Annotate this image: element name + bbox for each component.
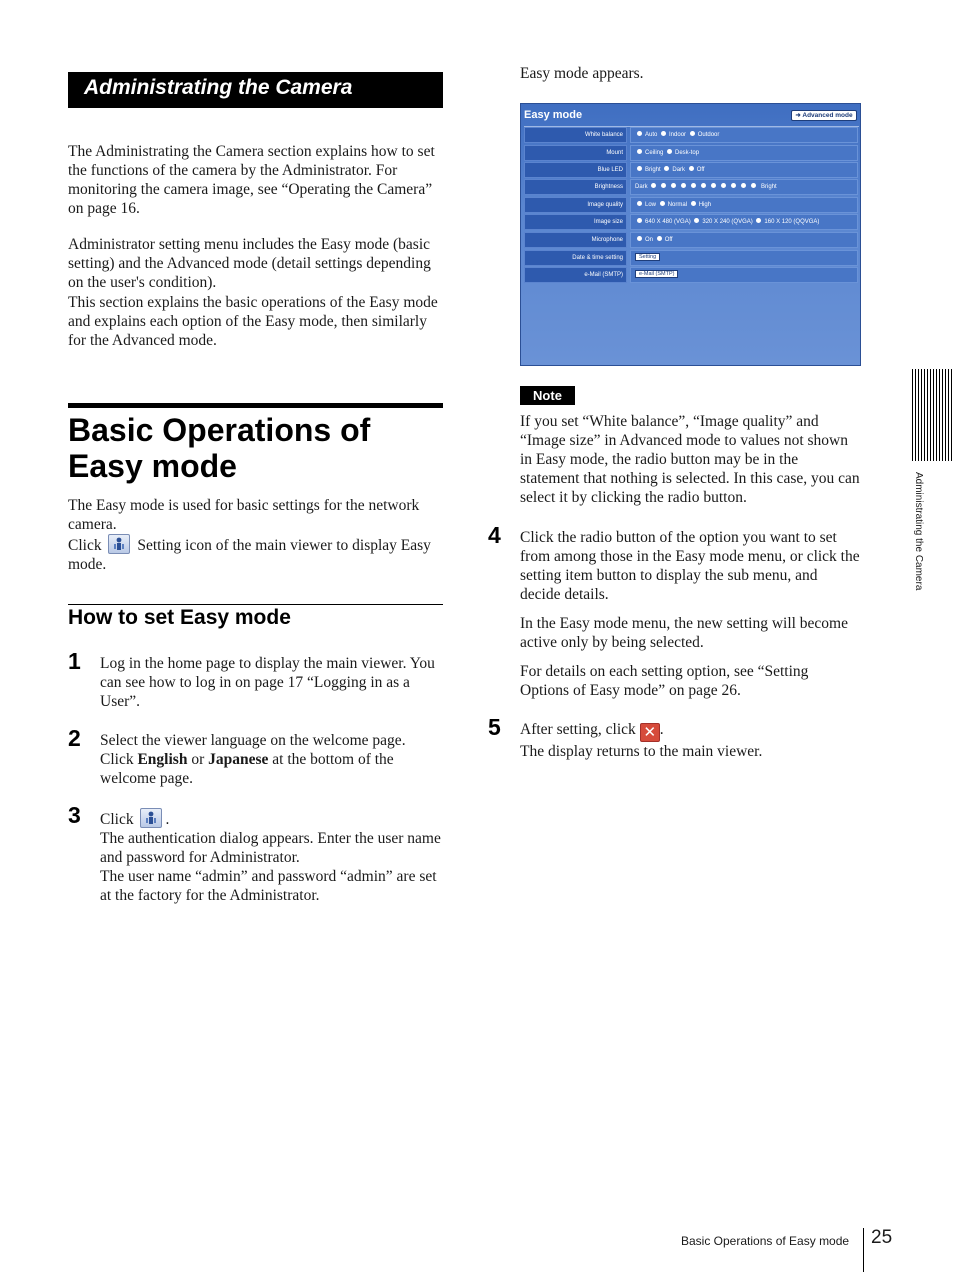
radio-button[interactable] <box>690 131 695 136</box>
row-image-quality <box>524 197 857 213</box>
radio-button[interactable] <box>756 218 761 223</box>
option-label: Desk-top <box>675 150 700 156</box>
radio-button[interactable] <box>661 183 666 188</box>
radio-button[interactable] <box>701 183 706 188</box>
heading1-rule <box>68 403 443 408</box>
step-2-english: English <box>137 751 188 768</box>
row-label[interactable]: Image size <box>524 214 627 230</box>
side-tab-stripes <box>912 369 954 461</box>
row-options <box>630 197 858 213</box>
option-label: Indoor <box>669 132 687 138</box>
row-options <box>630 214 858 230</box>
row-date-time <box>524 250 857 266</box>
radio-button[interactable] <box>637 201 642 206</box>
step-2-number: 2 <box>68 725 81 751</box>
radio-button[interactable] <box>637 131 642 136</box>
radio-button[interactable] <box>741 183 746 188</box>
brightness-bright-label: Bright <box>761 184 777 190</box>
row-label[interactable]: Image quality <box>524 197 627 213</box>
option-label: 160 X 120 (QQVGA) <box>764 219 820 225</box>
step-3-line2: The authentication dialog appears. Enter the user name and password for Administrator. <box>100 830 441 866</box>
radio-button[interactable] <box>721 183 726 188</box>
step-2-text <box>100 731 443 788</box>
row-options <box>630 267 858 283</box>
heading1-line1: Basic Operations of <box>68 412 371 448</box>
brightness-radio-group <box>649 184 759 190</box>
radio-button[interactable] <box>660 201 665 206</box>
option-label: Ceiling <box>645 150 664 156</box>
option-label: Outdoor <box>697 132 720 138</box>
row-label[interactable]: e-Mail (SMTP) <box>524 267 627 283</box>
easy-intro-p1: The Easy mode is used for basic settings for the network camera. <box>68 497 420 533</box>
step-5-line2: The display returns to the main viewer. <box>520 743 763 760</box>
email-smtp-button[interactable]: e-Mail (SMTP) <box>635 270 678 278</box>
row-options <box>630 232 858 248</box>
step-4-text-1: Click the radio button of the option you want to set from among those in the Easy mode menu, or click the setting item button to display the sub menu, and decide details. <box>520 529 860 603</box>
radio-button[interactable] <box>681 183 686 188</box>
setting-person-icon <box>108 534 130 554</box>
footer-divider <box>863 1228 864 1272</box>
easy-intro-rest: Setting icon of the main viewer to display Easy mode. <box>68 537 431 573</box>
side-tab-label: Administrating the Camera <box>913 472 924 591</box>
step-3-text <box>100 808 443 905</box>
row-label[interactable]: Brightness <box>524 179 627 195</box>
option-label: 640 X 480 (VGA) <box>645 219 691 225</box>
easy-intro-click: Click <box>68 537 102 554</box>
row-label[interactable]: Date & time setting <box>524 250 627 266</box>
option-label: Dark <box>672 167 686 173</box>
page-number: 25 <box>871 1227 893 1248</box>
intro-paragraph-3: This section explains the basic operations of the Easy mode and explains each option of the Easy mode, then similarly for the Advanced mode. <box>68 294 438 349</box>
step-3-number: 3 <box>68 802 81 828</box>
radio-button[interactable] <box>637 166 642 171</box>
section-banner <box>68 72 443 108</box>
heading2-rule <box>68 604 443 605</box>
step-2-japanese: Japanese <box>208 751 269 768</box>
row-options <box>630 127 858 143</box>
row-white-balance <box>524 127 857 143</box>
screenshot-title: Easy mode <box>524 109 583 121</box>
step-2-line2 <box>100 750 443 788</box>
step-5-line1 <box>520 720 861 742</box>
step-3-click: Click <box>100 811 134 828</box>
radio-button[interactable] <box>651 183 656 188</box>
radio-button[interactable] <box>689 166 694 171</box>
row-image-size <box>524 214 857 230</box>
footer-section-label: Basic Operations of Easy mode <box>681 1234 850 1248</box>
step-2-or: or <box>191 751 205 768</box>
option-label: Normal <box>667 202 688 208</box>
intro-paragraph-1: The Administrating the Camera section explains how to set the functions of the camera by the Administrator. For monitoring the camera image, see “Operating the Camera” on page 16. <box>68 143 435 217</box>
radio-button[interactable] <box>657 236 662 241</box>
row-label[interactable]: Microphone <box>524 232 627 248</box>
step-5-number: 5 <box>488 714 501 740</box>
radio-button[interactable] <box>691 201 696 206</box>
step-3-line1 <box>100 808 443 829</box>
step-3-line3: The user name “admin” and password “admin” are set at the factory for the Administrator. <box>100 868 437 904</box>
step-4-number: 4 <box>488 522 501 548</box>
row-microphone <box>524 232 857 248</box>
radio-button[interactable] <box>751 183 756 188</box>
heading2: How to set Easy mode <box>68 606 291 629</box>
advanced-mode-button[interactable]: ➜ Advanced mode <box>791 110 857 121</box>
step-1-number: 1 <box>68 648 81 674</box>
note-badge: Note <box>520 386 575 405</box>
date-time-setting-button[interactable]: Setting <box>635 253 660 261</box>
option-label: On <box>645 237 654 243</box>
step-2-line1: Select the viewer language on the welcome page. <box>100 732 406 749</box>
radio-button[interactable] <box>731 183 736 188</box>
radio-button[interactable] <box>664 166 669 171</box>
step-5-period: . <box>659 721 664 738</box>
row-options <box>630 145 858 161</box>
advanced-mode-label: Advanced mode <box>802 112 853 119</box>
setting-person-icon <box>140 808 162 828</box>
row-options <box>630 250 858 266</box>
radio-button[interactable] <box>691 183 696 188</box>
step-4-text-2: In the Easy mode menu, the new setting will become active only by being selected. <box>520 615 848 651</box>
option-label: Bright <box>645 167 661 173</box>
easy-intro <box>68 496 443 574</box>
radio-button[interactable] <box>637 236 642 241</box>
row-blue-led <box>524 162 857 178</box>
option-label: Low <box>645 202 657 208</box>
radio-button[interactable] <box>661 131 666 136</box>
radio-button[interactable] <box>671 183 676 188</box>
row-label[interactable]: White balance <box>524 127 627 143</box>
radio-button[interactable] <box>637 218 642 223</box>
radio-button[interactable] <box>711 183 716 188</box>
easy-intro-p2 <box>68 534 443 574</box>
step-2-rest: at the bottom of the welcome page. <box>100 751 394 787</box>
section-banner-title: Administrating the Camera <box>84 76 353 99</box>
radio-button[interactable] <box>667 149 672 154</box>
step-5-click: After setting, click <box>520 721 636 738</box>
heading1-line2: Easy mode <box>68 448 237 484</box>
close-x-icon: ✕ <box>640 723 660 742</box>
step-2-click: Click <box>100 751 134 768</box>
row-email <box>524 267 857 283</box>
easy-mode-appears: Easy mode appears. <box>520 65 644 82</box>
easy-mode-screenshot <box>520 103 861 366</box>
step-3-period: . <box>165 811 170 828</box>
intro-paragraph-2: Administrator setting menu includes the Easy mode (basic setting) and the Advanced mode (detail settings depending on the user's condition). <box>68 236 431 291</box>
step-5-text <box>520 720 861 761</box>
brightness-dark-label: Dark <box>635 184 648 190</box>
step-1-text: Log in the home page to display the main viewer. You can see how to log in on page 17 “Logging in as a User”. <box>100 655 435 710</box>
row-mount <box>524 145 857 161</box>
radio-button[interactable] <box>694 218 699 223</box>
note-text: If you set “White balance”, “Image quality” and “Image size” in Advanced mode to values not shown in Easy mode, the radio button may be in the statement that nothing is selected. In this case, you can select it by clicking the radio button. <box>520 413 860 506</box>
radio-button[interactable] <box>637 149 642 154</box>
option-label: Off <box>664 237 673 243</box>
step-4-text-3: For details on each setting option, see “Setting Options of Easy mode” on page 26. <box>520 663 809 699</box>
row-label[interactable]: Blue LED <box>524 162 627 178</box>
option-label: Auto <box>645 132 658 138</box>
brightness-scale <box>630 179 858 195</box>
option-label: High <box>698 202 712 208</box>
option-label: Off <box>696 167 705 173</box>
row-options <box>630 162 858 178</box>
heading1 <box>68 412 443 484</box>
row-label[interactable]: Mount <box>524 145 627 161</box>
row-brightness <box>524 179 857 195</box>
option-label: 320 X 240 (QVGA) <box>702 219 753 225</box>
